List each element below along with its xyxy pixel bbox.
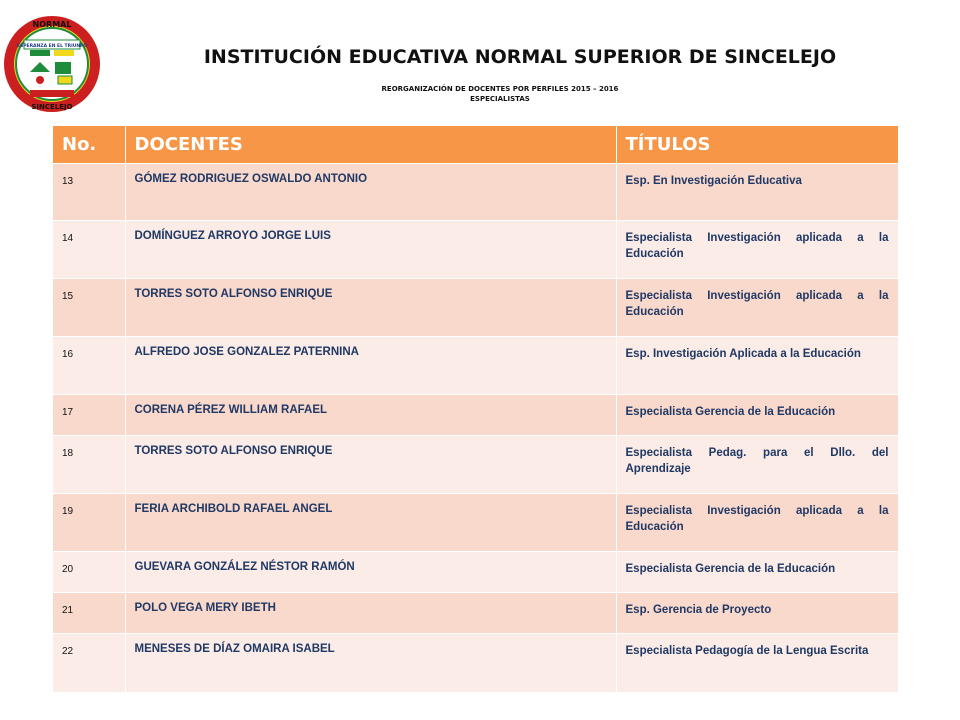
cell-docente: GUEVARA GONZÁLEZ NÉSTOR RAMÓN [125,552,616,593]
table-row [53,279,898,337]
table-row [53,221,898,279]
cell-titulo: Especialista Investigación aplicada a la Educación [616,221,898,279]
logo-text-bottom: SINCELEJO [31,103,73,111]
table-row [53,337,898,395]
cell-no: 15 [53,279,125,337]
table-row [53,593,898,634]
cell-titulo: Especialista Investigación aplicada a la Educación [616,494,898,552]
logo-text-top: NORMAL [32,20,72,29]
table-row [53,164,898,221]
table-row [53,552,898,593]
cell-titulo: Esp. Investigación Aplicada a la Educación [616,337,898,395]
cell-docente: GÓMEZ RODRIGUEZ OSWALDO ANTONIO [125,164,616,221]
cell-docente: POLO VEGA MERY IBETH [125,593,616,634]
column-header-titulos: TÍTULOS [616,126,898,164]
cell-no: 21 [53,593,125,634]
cell-docente: DOMÍNGUEZ ARROYO JORGE LUIS [125,221,616,279]
cell-docente: TORRES SOTO ALFONSO ENRIQUE [125,436,616,494]
cell-titulo: Especialista Gerencia de la Educación [616,395,898,436]
institution-logo [0,14,104,114]
cell-no: 14 [53,221,125,279]
cell-no: 20 [53,552,125,593]
cell-no: 17 [53,395,125,436]
cell-titulo: Especialista Gerencia de la Educación [616,552,898,593]
logo-banner-text: ESPERANZA EN EL TRIUNFO [16,44,88,49]
table-row [53,494,898,552]
table-row [53,395,898,436]
cell-no: 19 [53,494,125,552]
cell-titulo: Especialista Pedagogía de la Lengua Escrita [616,634,898,692]
table-row [53,634,898,692]
cell-docente: TORRES SOTO ALFONSO ENRIQUE [125,279,616,337]
docentes-table [53,126,899,692]
subtitle-line-1: REORGANIZACIÓN DE DOCENTES POR PERFILES 2015 – 2016 [381,85,619,93]
column-header-docentes: DOCENTES [125,126,616,164]
column-header-no: No. [53,126,125,164]
cell-no: 22 [53,634,125,692]
page-title: INSTITUCIÓN EDUCATIVA NORMAL SUPERIOR DE SINCELEJO [203,46,837,68]
cell-docente: ALFREDO JOSE GONZALEZ PATERNINA [125,337,616,395]
cell-titulo: Esp. Gerencia de Proyecto [616,593,898,634]
cell-docente: CORENA PÉREZ WILLIAM RAFAEL [125,395,616,436]
cell-no: 13 [53,164,125,221]
table-row [53,436,898,494]
page-subtitle [300,84,700,104]
cell-no: 18 [53,436,125,494]
table-header-row [53,126,898,164]
cell-titulo: Especialista Pedag. para el Dllo. del Aprendizaje [616,436,898,494]
cell-titulo: Especialista Investigación aplicada a la Educación [616,279,898,337]
subtitle-line-2: ESPECIALISTAS [470,95,530,103]
cell-titulo: Esp. En Investigación Educativa [616,164,898,221]
cell-docente: FERIA ARCHIBOLD RAFAEL ANGEL [125,494,616,552]
cell-docente: MENESES DE DÍAZ OMAIRA ISABEL [125,634,616,692]
cell-no: 16 [53,337,125,395]
